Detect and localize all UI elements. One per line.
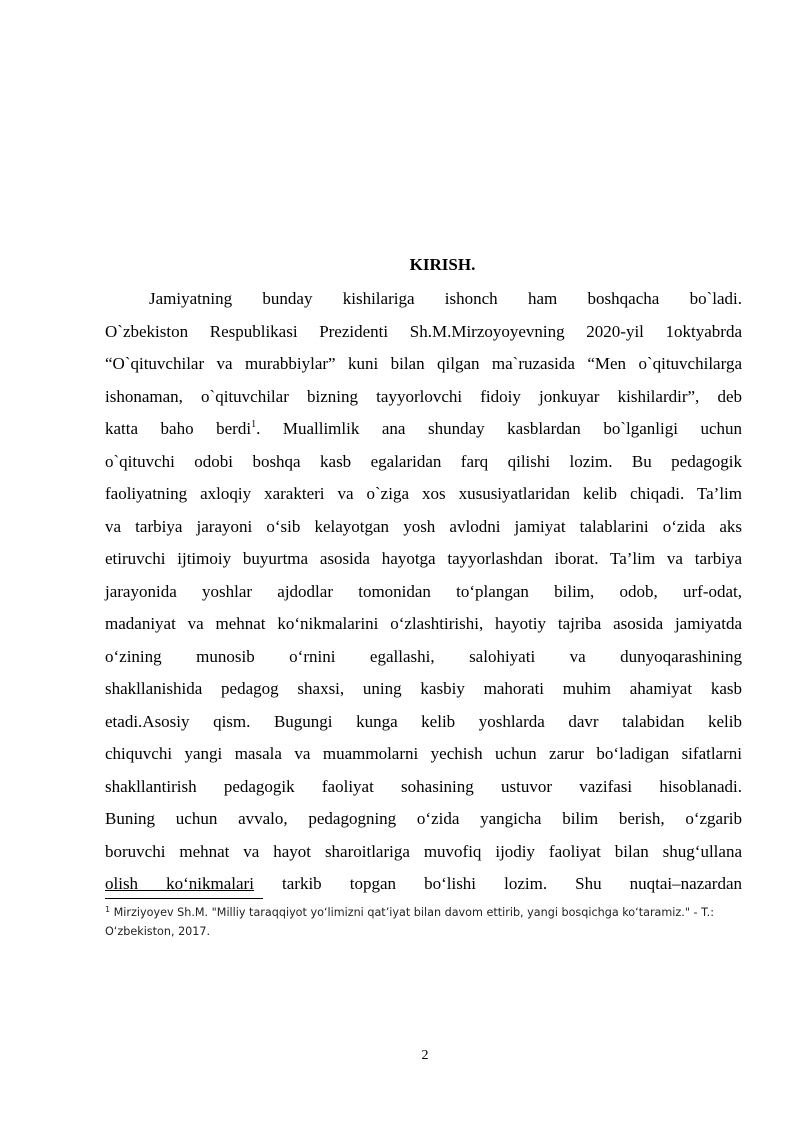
text-line: O`zbekiston Respublikasi Prezidenti Sh.M.Mirzoyoyevning 2020-yil 1oktyabrda (105, 321, 742, 341)
text-segment: katta baho berdi (105, 419, 252, 438)
text-line: shakllantirish pedagogik faoliyat sohasining ustuvor vazifasi hisoblanadi. (105, 776, 742, 796)
text-line: etiruvchi ijtimoiy buyurtma asosida hayotga tayyorlashdan iborat. Ta’lim va tarbiya (105, 549, 742, 568)
footnote-text: Mirziyoyev Sh.M. "Milliy taraqqiyot yo‘limizni qat’iyat bilan davom ettirib, yangi bosqichga ko‘taramiz." - T.: O‘zbekiston, 2017. (105, 906, 714, 938)
text-segment: . Muallimlik ana shunday kasblardan bo`lganligi uchun (256, 419, 742, 438)
footnote (105, 903, 742, 941)
footnote-reference[interactable]: 1 (251, 419, 257, 430)
body-paragraph (105, 283, 742, 901)
text-line: “O`qituvchilar va murabbiylar” kuni bilan qilgan ma`ruzasida “Men o`qituvchilarga (105, 354, 742, 373)
text-line (105, 868, 742, 901)
text-line: madaniyat va mehnat ko‘nikmalarini o‘zlashtirishi, hayotiy tajriba asosida jamiyatda (105, 614, 742, 633)
text-line: Jamiyatning bunday kishilariga ishonch ham boshqacha bo`ladi. (149, 289, 742, 308)
text-line: boruvchi mehnat va hayot sharoitlariga muvofiq ijodiy faoliyat bilan shug‘ullana (105, 841, 742, 861)
text-line (105, 413, 742, 446)
page-number: 2 (421, 1048, 429, 1063)
section-heading: KIRISH. (409, 255, 476, 274)
text-line: shakllanishida pedagog shaxsi, uning kasbiy mahorati muhim ahamiyat kasb (105, 679, 742, 698)
text-line: etadi.Asosiy qism. Bugungi kunga kelib yoshlarda davr talabidan kelib (105, 711, 742, 731)
text-line: va tarbiya jarayoni o‘sib kelayotgan yosh avlodni jamiyat talablarini o‘zida aks (105, 516, 742, 536)
text-line: faoliyatning axloqiy xarakteri va o`ziga xos xususiyatlaridan kelib chiqadi. Ta’lim (105, 484, 742, 503)
text-segment: tarkib topgan bo‘lishi lozim. Shu nuqtai–nazardan (253, 874, 743, 893)
footnote-number: 1 (105, 905, 111, 914)
underlined-text: olish ko‘nikmalari (105, 874, 254, 893)
text-line: Buning uchun avvalo, pedagogning o‘zida yangicha bilim berish, o‘zgarib (105, 809, 742, 828)
text-line: o`qituvchi odobi boshqa kasb egalaridan farq qilishi lozim. Bu pedagogik (105, 451, 742, 471)
footnote-separator (105, 898, 263, 899)
text-line: o‘zining munosib o‘rnini egallashi, salohiyati va dunyoqarashining (105, 646, 742, 666)
text-line: jarayonida yoshlar ajdodlar tomonidan to‘plangan bilim, odob, urf-odat, (105, 581, 742, 601)
text-line: chiquvchi yangi masala va muammolarni yechish uchun zarur bo‘ladigan sifatlarni (105, 744, 742, 763)
text-line: ishonaman, o`qituvchilar bizning tayyorlovchi fidoiy jonkuyar kishilardir”, deb (105, 386, 742, 406)
